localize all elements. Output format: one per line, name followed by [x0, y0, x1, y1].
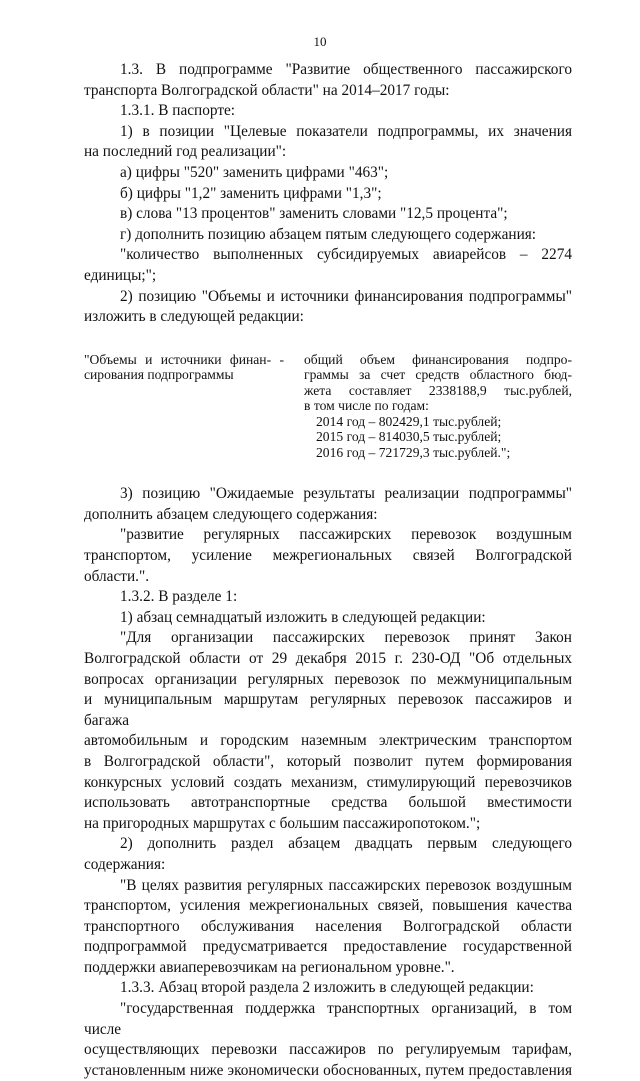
- quoted-line: установленным ниже экономически обоснованных, путем предоставления: [84, 1061, 572, 1079]
- paragraph-line: 2) позицию "Объемы и источники финансирования подпрограммы": [120, 287, 572, 305]
- paragraph-line: 1) в позиции "Целевые показатели подпрограммы, их значения: [120, 122, 572, 140]
- table-right-line: жета составляет 2338188,9 тыс.рублей,: [304, 382, 572, 398]
- table-right-cell: [304, 352, 572, 461]
- table-right-line: общий объем финансирования подпро-: [304, 351, 572, 367]
- paragraph-line: на последний год реализации":: [84, 143, 287, 161]
- table-year-line: 2016 год – 721729,3 тыс.рублей.";: [316, 444, 511, 460]
- paragraph-line: дополнить абзацем следующего содержания:: [84, 505, 378, 523]
- page-number: 10: [313, 34, 327, 49]
- list-item: г) дополнить позицию абзацем пятым следующего содержания:: [120, 225, 537, 243]
- paragraph-line: транспорта Волгоградской области" на 2014–2017 годы:: [84, 81, 450, 99]
- quoted-line: в Волгоградской области", который позволит путем формирования: [84, 752, 572, 770]
- quoted-line: транспортного обслуживания населения Волгоградской области: [84, 917, 572, 935]
- quoted-line: конкурсных условий создать механизм, стимулирующий перевозчиков: [84, 773, 572, 791]
- quoted-line: и муниципальным маршрутам регулярных перевозок пассажиров и багажа: [84, 691, 572, 729]
- quoted-line: на пригородных маршрутах с большим пассажиропотоком.";: [84, 814, 481, 832]
- section-heading: 1.3.3. Абзац второй раздела 2 изложить в следующей редакции:: [120, 979, 534, 997]
- quoted-line: Волгоградской области от 29 декабря 2015 г. 230-ОД "Об отдельных: [84, 649, 572, 667]
- quoted-line: "Для организации пассажирских перевозок принят Закон: [120, 629, 572, 647]
- table-year-line: 2015 год – 814030,5 тыс.рублей;: [316, 429, 502, 445]
- table-year-line: 2014 год – 802429,1 тыс.рублей;: [316, 413, 502, 429]
- quoted-line: подпрограммой предусматривается предоставление государственной: [84, 938, 572, 956]
- quoted-line: автомобильным и городским наземным электрическим транспортом: [84, 732, 572, 750]
- quoted-line: транспортом, усиление межрегиональных связей Волгоградской области.".: [84, 547, 572, 585]
- paragraph-line: изложить в следующей редакции:: [84, 308, 304, 326]
- quoted-line: "количество выполненных субсидируемых авиарейсов – 2274 единицы;";: [84, 246, 572, 284]
- section-heading: 1.3.2. В разделе 1:: [120, 588, 238, 606]
- quoted-line: осуществляющих перевозки пассажиров по регулируемым тарифам,: [84, 1041, 572, 1059]
- table-left-line: "Объемы и источники финан- -: [84, 351, 284, 367]
- funding-table: [84, 352, 572, 461]
- table-right-line: граммы за счет средств областного бюд-: [304, 367, 572, 383]
- quoted-line: "В целях развития регулярных пассажирских перевозок воздушным: [120, 876, 572, 894]
- list-item: в) слова "13 процентов" заменить словами "12,5 процента";: [120, 205, 508, 223]
- document-body: [84, 60, 572, 1081]
- table-left-line: сирования подпрограммы: [84, 367, 234, 383]
- list-item: 2) дополнить раздел абзацем двадцать первым следующего содержания:: [84, 835, 572, 873]
- list-item: а) цифры "520" заменить цифрами "463";: [120, 163, 389, 181]
- quoted-line: транспортом, усиления межрегиональных связей, повышения качества: [84, 897, 572, 915]
- table-left-cell: [84, 352, 284, 461]
- quoted-line: использовать автотранспортные средства большой вместимости: [84, 794, 572, 812]
- quoted-line: поддержки авиаперевозчикам на региональном уровне.".: [84, 958, 455, 976]
- list-item: 1) абзац семнадцатый изложить в следующей редакции:: [120, 608, 486, 626]
- table-right-line: в том числе по годам:: [304, 398, 429, 414]
- section-heading: 1.3.1. В паспорте:: [120, 102, 236, 120]
- paragraph-line: 3) позицию "Ожидаемые результаты реализации подпрограммы": [120, 485, 572, 503]
- list-item: б) цифры "1,2" заменить цифрами "1,3";: [120, 184, 382, 202]
- paragraph-line: 1.3. В подпрограмме "Развитие общественного пассажирского: [120, 61, 572, 78]
- quoted-line: "государственная поддержка транспортных организаций, в том числе: [84, 1000, 572, 1038]
- quoted-line: "развитие регулярных пассажирских перевозок воздушным: [120, 526, 572, 544]
- quoted-line: вопросах организации регулярных перевозок по межмуниципальным: [84, 670, 572, 688]
